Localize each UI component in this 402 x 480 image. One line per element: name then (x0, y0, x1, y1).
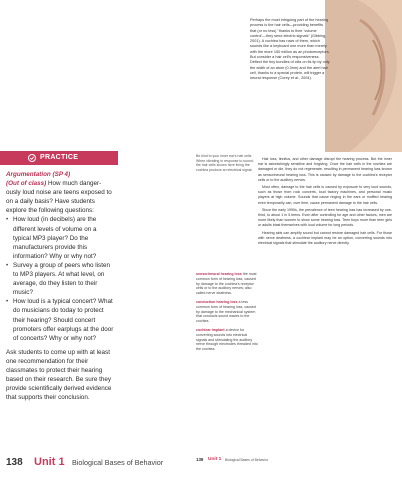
glossary-entry (196, 300, 258, 324)
inner-unit-subtitle: Biological Bases of Behavior (225, 457, 268, 462)
glossary-margin (196, 272, 258, 356)
glossary-def: a device for converting sounds into electrical signals and stimulating the auditory nerve through electrodes threaded into the cochlea. (196, 327, 258, 352)
practice-bullet: • How loud is a typical concert? What do musicians do today to protect their hearing? Should concert promoters offer earplugs at the door of concerts? Why or why not? (13, 297, 114, 342)
practice-icon (28, 154, 36, 162)
page-number: 138 (6, 457, 23, 468)
practice-bullet: • How loud (in decibels) are the different levels of volume on a typical MP3 player? Do the manufacturers provide this information? Why or why not? (13, 215, 114, 260)
inner-unit-label: Unit 1 (208, 456, 222, 462)
unit-subtitle: Biological Bases of Behavior (72, 458, 164, 467)
practice-label: PRACTICE (40, 154, 79, 161)
body-paragraph: Since the early 1990s, the prevalence of teen hearing loss has increased by one-third, to about 1 in 5 teens. Even after controlling for age and other factors, men are more likely than women to show some hearing loss. Teen boys more than teen girls or adults blast themselves with loud volume for long periods. (258, 207, 392, 228)
body-paragraph: Hearing aids can amplify sound but cannot restore damaged hair cells. For those with nerve deafness, a cochlear implant may be an option, converting sounds into electrical signals that stimulate the auditory nerve directly. (258, 230, 392, 246)
practice-bullets (6, 215, 114, 342)
glossary-def: a less common form of hearing loss, caused by damage to the mechanical system that conducts sound waves to the cochlea. (196, 299, 256, 324)
practice-heading-sub: (Out of class) (6, 180, 47, 188)
practice-heading: Argumentation (SP 4) (6, 171, 71, 178)
figure-caption: Be kind to your inner ear's hair cells When vibrating in response to sound, the hair cells shown here lining the cochlea produce an electrical signal. (196, 154, 254, 172)
inner-page-number: 139 (196, 457, 204, 462)
glossary-def: the most common form of hearing loss, caused by damage to the cochlea's receptor cells or to the auditory nerves; also called nerve deafness. (196, 272, 257, 296)
body-column (258, 157, 392, 248)
practice-bullet: • Survey a group of peers who listen to MP3 players. At what level, on average, do they listen to their music? (13, 261, 114, 297)
body-paragraph: Hair loss, tinnitus, and other damage disrupt the hearing process. But the inner ear is astonishingly sensitive and forgiving. Once the hair cells in the cochlea are damaged or die, they do not regenerate, resulting in permanent hearing loss known as sensorineural hearing loss. This is caused by damage to the cochlea's receptor cells or to the auditory nerves. (258, 157, 392, 182)
body-paragraph: Most often, damage to the hair cells is caused by exposure to very loud sounds, such as those from rock concerts, loud factory machines, and personal music players at high volume. Sounds that cause ringing in the ears or muffled hearing even temporarily can, over time, cause permanent damage to the hair cells. (258, 185, 392, 205)
glossary-term: cochlear implant (196, 327, 225, 332)
glossary-term: conduction hearing loss (196, 299, 238, 304)
page-footer (0, 452, 402, 480)
practice-intro: How much danger-ously loud noise are teens exposed to on a daily basis? Have students explore the following questions: (6, 180, 112, 215)
body-text-top: Perhaps the most intriguing part of the hearing process is the hair cells—providing benefits that (or no less) "thanks to their 'volume control'—they send electric signals" (Gibbing, 2001). A cochlea has rows of them, which sounds like a keyboard one more than merely with the more 150 million as an photoreceptors. But consider a hair cell's responsiveness. Deflect the tiny bundles of cilia on its tip by only the width of an atom (0.3nm) and the alert hair cell, thanks to a special protein, will trigger a neural response (Corey et al., 2004). (250, 18, 330, 81)
unit-label: Unit 1 (34, 456, 65, 468)
practice-box (6, 170, 114, 402)
practice-header (0, 151, 118, 165)
glossary-entry (196, 328, 258, 352)
glossary-entry (196, 272, 258, 296)
practice-closing: Ask students to come up with at least one recommendation for their classmates to protect their hearing based on their research. Be sure they provide scientifically derived evidence that supports their conclusion. (6, 348, 112, 402)
inner-ear-photo (325, 0, 402, 152)
glossary-term: sensorineural hearing loss (196, 272, 242, 276)
